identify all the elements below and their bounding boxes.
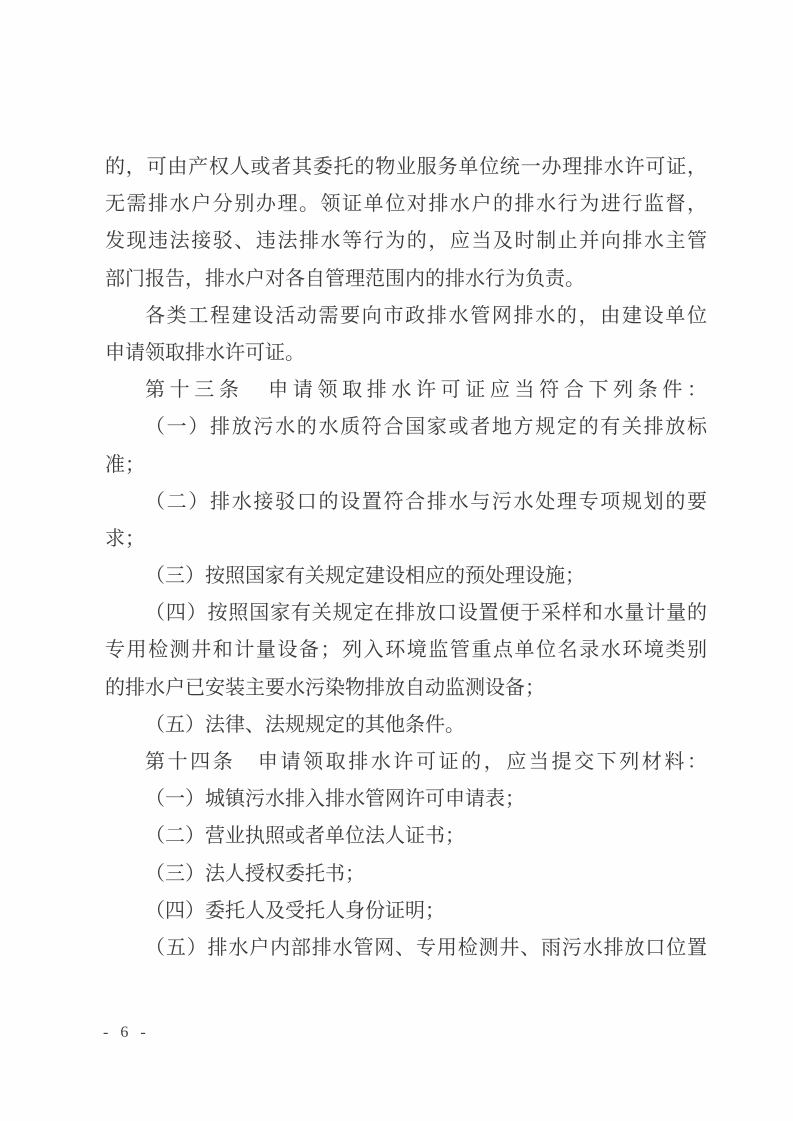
article-14-heading: 第十四条 申请领取排水许可证的，应当提交下列材料：	[145, 751, 707, 773]
text-line: （四）委托人及受托人身份证明；	[145, 899, 445, 922]
text-line: 无需排水户分别办理。领证单位对排水户的排水行为进行监督，	[105, 193, 707, 216]
text-line: 的排水户已安装主要水污染物排放自动监测设备；	[105, 676, 545, 699]
text-line: 申请领取排水许可证。	[105, 341, 305, 364]
text-line: 准；	[105, 453, 145, 476]
text-line: （四）按照国家有关规定在排放口设置便于采样和水量计量的	[145, 602, 707, 625]
text-line: （三）按照国家有关规定建设相应的预处理设施；	[145, 565, 585, 588]
page-number: - 6 -	[103, 1024, 150, 1041]
text-line: 各类工程建设活动需要向市政排水管网排水的，由建设单位	[145, 304, 707, 327]
text-line: 的，可由产权人或者其委托的物业服务单位统一办理排水许可证，	[105, 156, 707, 178]
text-line: 部门报告，排水户对各自管理范围内的排水行为负责。	[105, 267, 585, 290]
text-line: 专用检测井和计量设备；列入环境监管重点单位名录水环境类别	[105, 639, 707, 662]
text-line: （一）城镇污水排入排水管网许可申请表；	[145, 788, 525, 811]
text-line: （五）法律、法规规定的其他条件。	[145, 713, 465, 736]
text-line: 发现违法接驳、违法排水等行为的，应当及时制止并向排水主管	[105, 230, 707, 253]
text-line: （五）排水户内部排水管网、专用检测井、雨污水排放口位置	[145, 936, 707, 959]
text-line: （一）排放污水的水质符合国家或者地方规定的有关排放标	[145, 416, 707, 439]
text-line: （二）营业执照或者单位法人证书；	[145, 825, 465, 848]
text-line: 求；	[105, 527, 145, 550]
document-body	[105, 149, 707, 967]
article-13-heading: 第十三条 申请领取排水许可证应当符合下列条件：	[145, 379, 707, 402]
text-line: （二）排水接驳口的设置符合排水与污水处理专项规划的要	[145, 490, 707, 513]
text-line: （三）法人授权委托书；	[145, 862, 365, 885]
